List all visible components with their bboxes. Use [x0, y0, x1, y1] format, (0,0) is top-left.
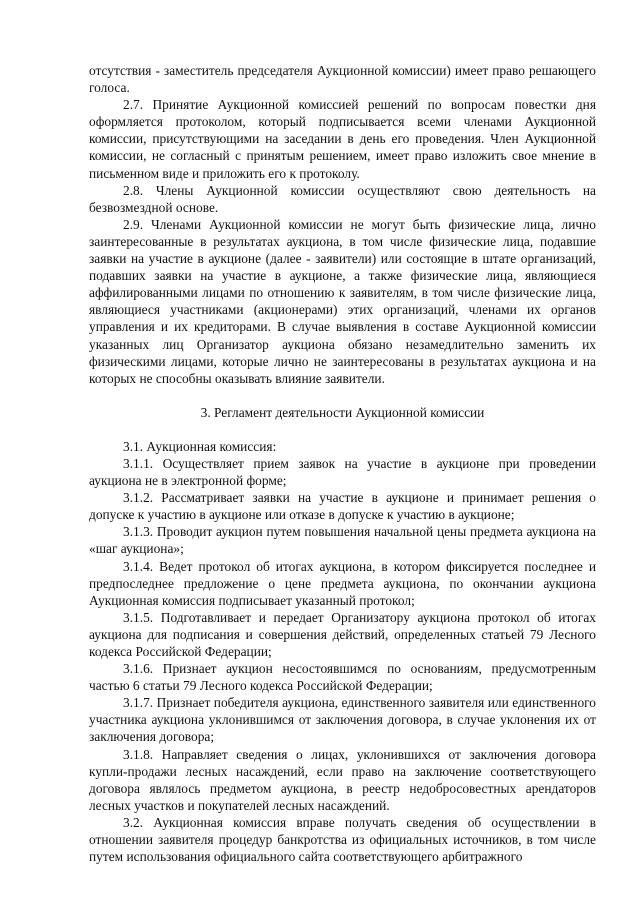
paragraph-3-1-5: 3.1.5. Подготавливает и передает Организатору аукциона протокол об итогах аукциона для подписания и совершения действий, определенных статьей 79 Лесного кодекса Российской Федерации; — [89, 609, 596, 659]
paragraph-2-8: 2.8. Члены Аукционной комиссии осуществляют свою деятельность на безвозмездной основе. — [89, 182, 596, 215]
paragraph-2-7: 2.7. Принятие Аукционной комиссией решений по вопросам повестки дня оформляется протоколом, который подписывается всеми членами Аукционной комиссии, присутствующими на заседании в день его проведения. Член Аукционной комиссии, не согласный с принятым решением, имеет право изложить свое мнение в письменном виде и приложить его к протоколу. — [89, 97, 596, 181]
paragraph-3-1: 3.1. Аукционная комиссия: — [123, 438, 277, 454]
paragraph-2-9: 2.9. Членами Аукционной комиссии не могут быть физические лица, лично заинтересованные в результатах аукциона, в том числе физические лица, подавшие заявки на участие в аукционе (далее - заявители) или состоящие в штате организаций, подавших заявки на участие в аукционе, а также физические лица, являющиеся аффилированными лицами по отношению к заявителям, в том числе физические лица, являющиеся участниками (акционерами) этих организаций, членами их органов управления и их кредиторами. В случае выявления в составе Аукционной комиссии указанных лиц Организатор аукциона обязано незамедлительно заменить их физическими лицами, которые лично не заинтересованы в результатах аукциона и на которых не способны оказывать влияние заявители. — [89, 216, 596, 386]
document-body — [89, 62, 596, 865]
paragraph-3-1-7: 3.1.7. Признает победителя аукциона, единственного заявителя или единственного участника аукциона уклонившимся от заключения договора, в случае уклонения их от заключения договора; — [89, 695, 596, 745]
paragraph-3-1-3: 3.1.3. Проводит аукцион путем повышения начальной цены предмета аукциона на «шаг аукциона»; — [89, 524, 596, 557]
paragraph-3-2: 3.2. Аукционная комиссия вправе получать сведения об осуществлении в отношении заявителя процедур банкротства из официальных источников, в том числе путем использования официального сайта соответствующего арбитражного — [89, 814, 596, 865]
paragraph-3-1-6: 3.1.6. Признает аукцион несостоявшимся по основаниям, предусмотренным частью 6 статьи 79 Лесного кодекса Российской Федерации; — [89, 661, 596, 694]
paragraph-continuation: отсутствия - заместитель председателя Аукционной комиссии) имеет право решающего голоса. — [89, 63, 596, 96]
paragraph-3-1-4: 3.1.4. Ведет протокол об итогах аукциона, в котором фиксируется последнее и предпоследнее предложение о цене предмета аукциона, по окончании аукциона Аукционная комиссия подписывает указанный протокол; — [89, 558, 596, 608]
paragraph-3-1-2: 3.1.2. Рассматривает заявки на участие в аукционе и принимает решения о допуске к участию в аукционе или отказе в допуске к участию в аукционе; — [89, 490, 596, 523]
paragraph-3-1-1: 3.1.1. Осуществляет прием заявок на участие в аукционе при проведении аукциона не в электронной форме; — [89, 455, 596, 489]
paragraph-3-1-8: 3.1.8. Направляет сведения о лицах, уклонившихся от заключения договора купли-продажи лесных насаждений, если право на заключение соответствующего договора являлось предметом аукциона, в реестр недобросовестных арендаторов лесных участков и покупателей лесных насаждений. — [89, 746, 596, 813]
section-heading: 3. Регламент деятельности Аукционной комиссии — [200, 404, 485, 420]
